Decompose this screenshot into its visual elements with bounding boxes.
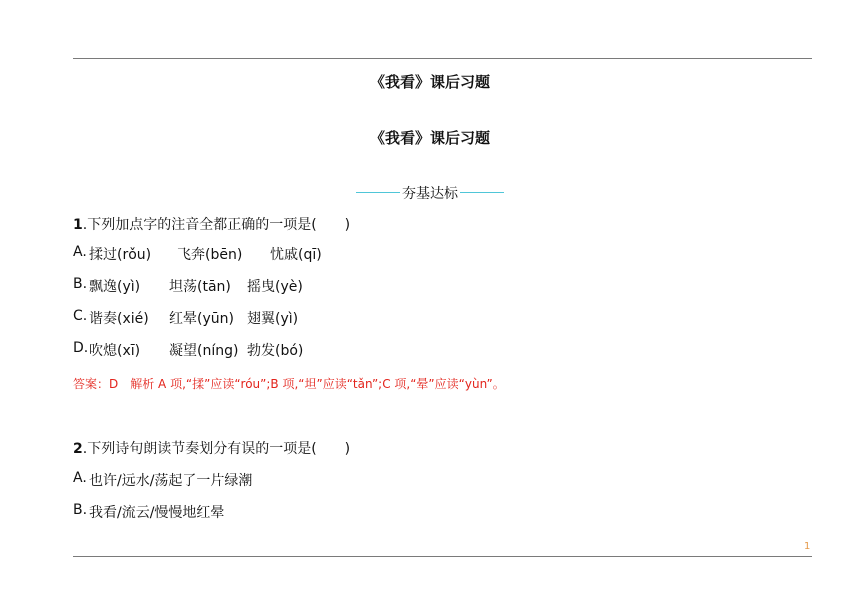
document-title: 《我看》课后习题 [369,129,490,147]
page-title: 《我看》课后习题 [369,73,490,91]
section-label: 夯基达标 [402,185,458,202]
question-1 [73,214,350,234]
option-label: C. [73,308,88,324]
section-line-left [356,192,400,193]
option-item: 忧戚(qī) [270,247,322,263]
option-label: B. [73,502,88,518]
option-item: 勃发(bó) [247,343,304,359]
option-item: 坦荡(tān) [169,279,231,295]
question-2 [73,438,350,458]
answer-explanation: 答案：D 解析 A 项,“揉”应读“róu”;B 项,“坦”应读“tǎn”;C 项,“晕”应读“yùn”。 [73,377,505,391]
option-text: 也许/远水/荡起了一片绿潮 [89,473,253,489]
question-number: 2 [73,441,83,457]
option-label: B. [73,276,88,292]
option-label: A. [73,244,87,260]
header-rule [73,58,812,59]
option-item: 揉过(rǒu) [89,247,152,263]
option-item: 摇曳(yè) [247,279,303,295]
section-heading [0,181,860,203]
question-number: 1 [73,217,83,233]
option-item: 红晕(yūn) [169,311,234,327]
option-label: A. [73,470,87,486]
option-item: 翅翼(yì) [247,311,299,327]
option-item: 吹熄(xī) [89,343,141,359]
question-text: .下列加点字的注音全都正确的一项是( ) [82,217,351,233]
option-label: D. [73,340,89,356]
footer-rule [73,556,812,557]
section-line-right [460,192,504,193]
option-text: 我看/流云/慢慢地红晕 [89,505,225,521]
question-text: .下列诗句朗读节奏划分有误的一项是( ) [82,441,351,457]
option-item: 飘逸(yì) [89,279,141,295]
option-item: 凝望(níng) [169,343,239,359]
option-item: 谐奏(xié) [89,311,149,327]
option-item: 飞奔(bēn) [177,247,243,263]
page-number: 1 [804,541,811,552]
